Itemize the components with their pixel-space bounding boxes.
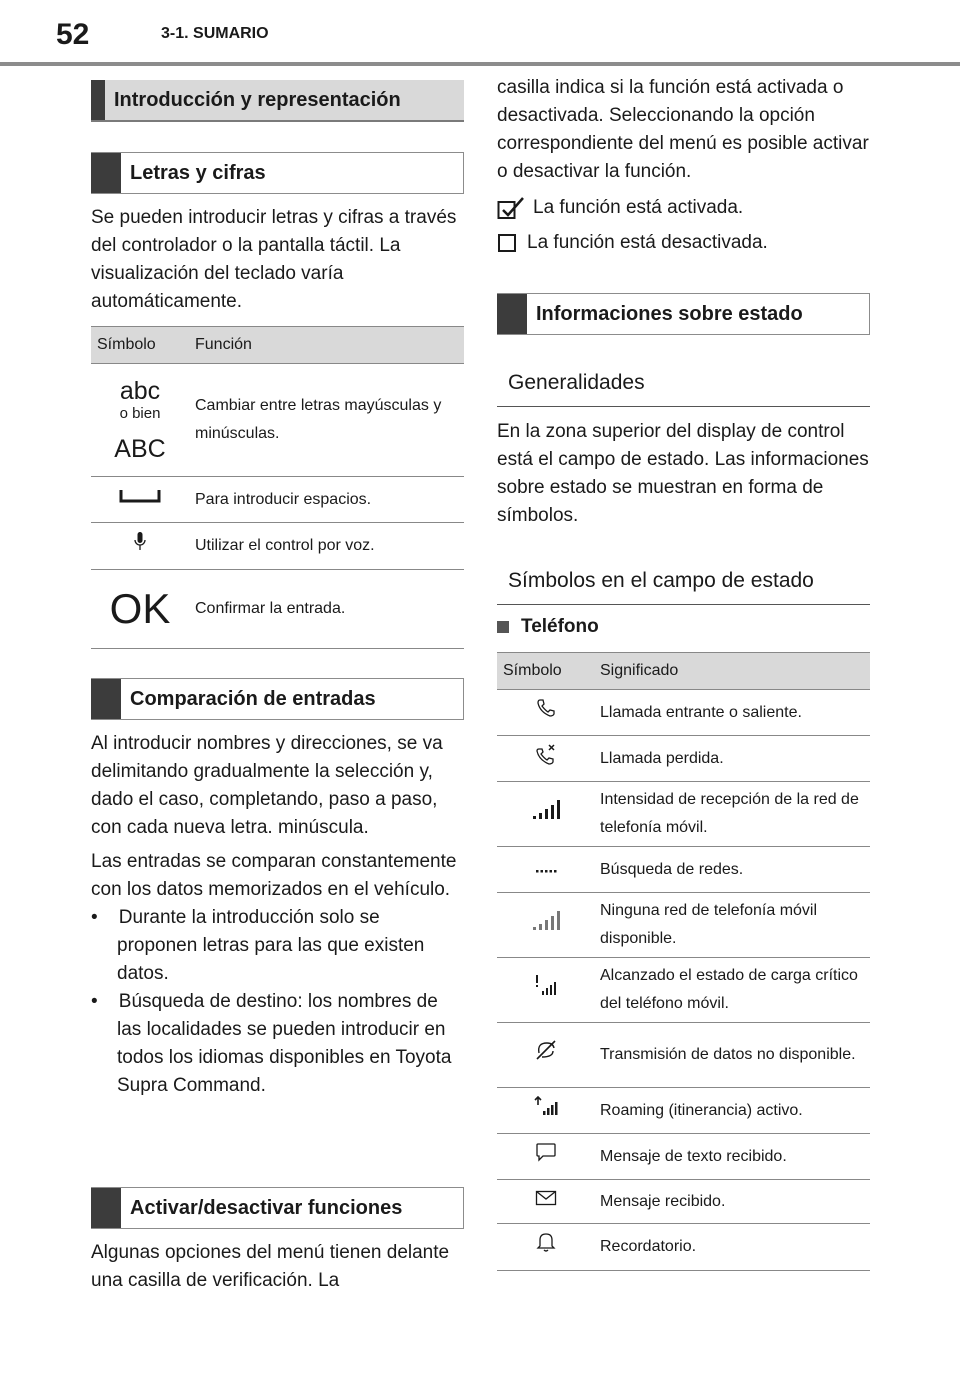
table-row: Roaming (itinerancia) activo. <box>497 1088 870 1134</box>
no-network-icon <box>532 909 560 931</box>
cell-function: Utilizar el control por voz. <box>189 523 464 570</box>
cell-function: Confirmar la entrada. <box>189 570 464 649</box>
list-item: • Búsqueda de destino: los nombres de las localidades se pueden introducir en todos los idiomas disponibles en Toyota Supra Command. <box>91 991 452 1096</box>
ok-symbol: OK <box>91 570 189 649</box>
square-bullet-icon <box>497 621 509 633</box>
col-header-function: Función <box>189 327 464 364</box>
table-row <box>91 364 464 477</box>
subheading-telefono: Teléfono <box>497 616 599 638</box>
table-row: Mensaje recibido. <box>497 1180 870 1224</box>
text-message-icon <box>535 1142 557 1162</box>
table-symbols-input <box>91 326 464 649</box>
table-row <box>91 523 464 570</box>
heading-letras-cifras: Letras y cifras <box>91 152 464 194</box>
heading-introduccion: Introducción y representación <box>91 80 464 122</box>
or-label: o bien <box>119 405 161 422</box>
paragraph-comparacion: Al introducir nombres y direcciones, se va delimitando gradualmente la selección y, dado el caso, completando, paso a paso, con cada nueva letra. minúscula. Las entradas se comparan constantemente con los datos memorizados en el vehículo. • Durante la introducción solo se proponen letras para las que existen datos. • Búsqueda de destino: los nombres de las localidades se pueden introducir en todos los idiomas disponibles en Toyota Supra Command. <box>91 730 461 1100</box>
roaming-icon <box>534 1096 558 1116</box>
legend-unchecked: La función está desactivada. <box>497 232 768 254</box>
low-battery-icon <box>534 974 558 996</box>
legend-checked: La función está activada. <box>497 196 743 220</box>
table-row: Ninguna red de telefonía móvil disponible. <box>497 893 870 958</box>
page-number: 52 <box>56 18 90 51</box>
table-row <box>91 570 464 649</box>
table-row: Llamada entrante o saliente. <box>497 690 870 736</box>
signal-strength-icon <box>532 798 560 820</box>
col-header-meaning: Significado <box>594 653 870 690</box>
paragraph-activar: Algunas opciones del menú tienen delante una casilla de verificación. La <box>91 1242 450 1291</box>
cell-function: Para introducir espacios. <box>189 477 464 523</box>
space-icon <box>119 488 161 504</box>
envelope-icon <box>535 1190 557 1206</box>
list-item: • Durante la introducción solo se proponen letras para las que existen datos. <box>91 907 425 984</box>
table-row: Transmisión de datos no disponible. <box>497 1023 870 1088</box>
cell-function: Cambiar entre letras mayúsculas y minúsculas. <box>189 364 464 477</box>
table-row: Alcanzado el estado de carga crítico del teléfono móvil. <box>497 958 870 1023</box>
abc-upper-symbol: ABC <box>114 435 166 463</box>
paragraph-letras: Se pueden introducir letras y cifras a través del controlador o la pantalla táctil. La visualización del teclado varía automáticamente. <box>91 207 457 312</box>
col-header-symbol: Símbolo <box>91 327 189 364</box>
heading-comparacion: Comparación de entradas <box>91 678 464 720</box>
heading-generalidades: Generalidades <box>497 360 870 407</box>
section-title: 3-1. SUMARIO <box>161 25 269 42</box>
phone-call-icon <box>536 698 556 718</box>
header-rule <box>0 62 960 66</box>
abc-symbol: abc <box>119 377 161 405</box>
checkbox-checked-icon <box>497 196 525 220</box>
table-row: Llamada perdida. <box>497 736 870 782</box>
table-row <box>91 477 464 523</box>
bell-icon <box>536 1231 556 1253</box>
network-search-icon <box>535 868 557 874</box>
table-row: Recordatorio. <box>497 1224 870 1271</box>
heading-simbolos: Símbolos en el campo de estado <box>497 558 870 605</box>
checkbox-empty-icon <box>497 232 519 254</box>
paragraph-generalidades: En la zona superior del display de control está el campo de estado. Las informaciones sobre estado se muestran en forma de símbolos. <box>497 421 869 526</box>
no-data-icon <box>534 1039 558 1061</box>
table-phone-symbols <box>497 652 870 1271</box>
table-row: Búsqueda de redes. <box>497 847 870 893</box>
microphone-icon <box>133 531 147 551</box>
heading-informaciones: Informaciones sobre estado <box>497 293 870 335</box>
heading-activar: Activar/desactivar funciones <box>91 1187 464 1229</box>
missed-call-icon <box>535 743 557 765</box>
table-row: Mensaje de texto recibido. <box>497 1134 870 1180</box>
col-header-symbol: Símbolo <box>497 653 594 690</box>
table-row: Intensidad de recepción de la red de telefonía móvil. <box>497 782 870 847</box>
paragraph-casilla: casilla indica si la función está activada o desactivada. Seleccionando la opción correspondiente del menú es posible activar o desactivar la función. <box>497 77 869 182</box>
